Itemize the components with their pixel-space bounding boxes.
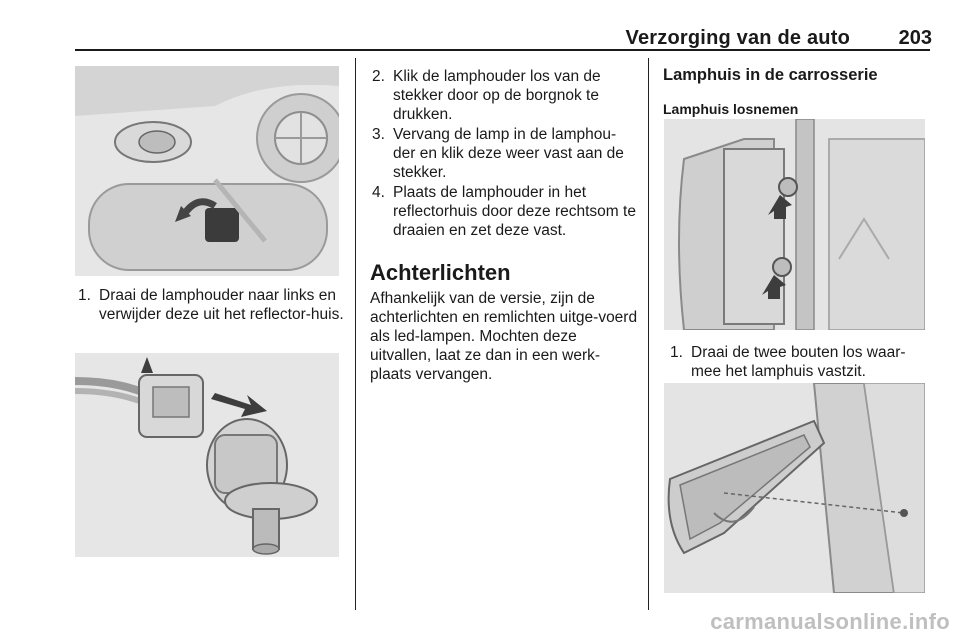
figure-tail-lamp-removal bbox=[664, 383, 925, 593]
step-number: 2. bbox=[372, 68, 385, 85]
figure-fog-lamp bbox=[75, 66, 339, 276]
watermark: carmanualsonline.info bbox=[710, 609, 950, 634]
page-header-title: Verzorging van de auto bbox=[625, 27, 850, 49]
lamp-holder-illustration bbox=[75, 353, 339, 557]
tail-lamp-bolts-illustration bbox=[664, 119, 925, 330]
column-divider-left bbox=[355, 58, 356, 610]
middle-step-2 bbox=[372, 67, 637, 124]
paragraph-achterlichten: Afhankelijk van de versie, zijn de achterlichten en remlichten uitge-voerd als led-lampen. Mochten deze uitvallen, laat ze dan in een werk-plaats vervangen. bbox=[370, 290, 638, 383]
step-number: 3. bbox=[372, 126, 385, 143]
step-text: Draai de lamphouder naar links en verwijder deze uit het reflector-huis. bbox=[99, 287, 344, 323]
step-text: Plaats de lamphouder in het reflectorhuis door deze rechtsom te draaien en zet deze vast. bbox=[393, 184, 636, 239]
subsection-heading-lamphuis: Lamphuis in de carrosserie bbox=[663, 66, 878, 84]
middle-step-4 bbox=[372, 183, 637, 240]
column-divider-right bbox=[648, 58, 649, 610]
step-text: Vervang de lamp in de lamphou-der en klik deze weer vast aan de stekker. bbox=[393, 126, 624, 181]
fog-lamp-illustration bbox=[75, 66, 339, 276]
step-number: 1. bbox=[670, 344, 683, 361]
figure-tail-lamp-bolts bbox=[664, 119, 925, 330]
page-number: 203 bbox=[898, 27, 932, 49]
section-heading-achterlichten: Achterlichten bbox=[370, 260, 511, 285]
figure-lamp-holder bbox=[75, 353, 339, 557]
minor-heading-lamphuis-losnemen: Lamphuis losnemen bbox=[663, 101, 799, 117]
step-number: 4. bbox=[372, 184, 385, 201]
middle-step-3 bbox=[372, 125, 637, 182]
header-rule bbox=[75, 49, 930, 51]
step-text: Klik de lamphouder los van de stekker door op de borgnok te drukken. bbox=[393, 68, 601, 123]
tail-lamp-removal-illustration bbox=[664, 383, 925, 593]
step-number: 1. bbox=[78, 287, 91, 304]
right-step-1 bbox=[670, 343, 932, 381]
left-step-1 bbox=[78, 286, 346, 324]
step-text: Draai de twee bouten los waar-mee het lamphuis vastzit. bbox=[691, 344, 906, 380]
